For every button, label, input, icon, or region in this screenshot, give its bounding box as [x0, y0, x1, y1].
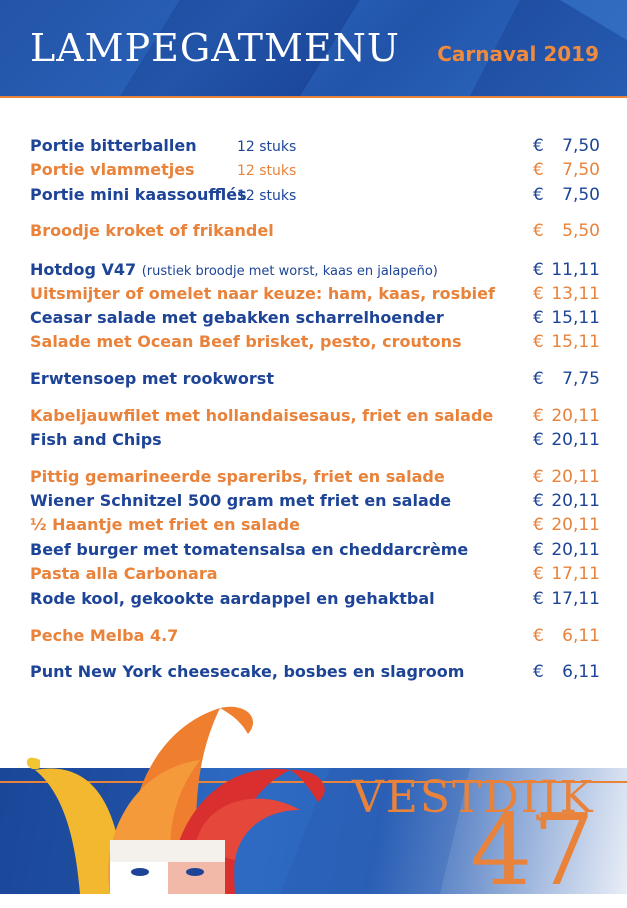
- menu-item: [30, 660, 600, 684]
- menu-item-name: Rode kool, gekookte aardappel en gehaktbal: [30, 589, 435, 608]
- jester-hat-icon: [0, 690, 360, 894]
- menu-item-price: 20,11: [551, 515, 600, 535]
- menu-item-price: 17,11: [551, 589, 600, 609]
- menu-item-price: 15,11: [551, 332, 600, 352]
- menu-item-name: Portie vlammetjes: [30, 160, 195, 179]
- menu-item-price: 20,11: [551, 540, 600, 560]
- menu-item-name: Fish and Chips: [30, 430, 162, 449]
- menu-item: [30, 367, 600, 391]
- menu-item: [30, 465, 600, 489]
- menu-item-price: 15,11: [551, 308, 600, 328]
- menu-item-price: 7,50: [562, 160, 600, 180]
- menu-item-price: 5,50: [562, 221, 600, 241]
- currency-symbol: €: [533, 369, 544, 389]
- menu-item-name: Erwtensoep met rookworst: [30, 369, 274, 388]
- currency-symbol: €: [533, 540, 544, 560]
- menu-item: [30, 404, 600, 428]
- menu-item-price: 6,11: [562, 662, 600, 682]
- menu-item-name: Portie mini kaassoufflés: [30, 185, 247, 204]
- menu-item-name: Uitsmijter of omelet naar keuze: ham, kaas, rosbief: [30, 284, 495, 303]
- currency-symbol: €: [533, 430, 544, 450]
- currency-symbol: €: [533, 221, 544, 241]
- menu-item-price: 7,50: [562, 185, 600, 205]
- menu-item-quantity: 12 stuks: [237, 139, 297, 155]
- menu-item-price: 20,11: [551, 406, 600, 426]
- menu-item: [30, 587, 600, 611]
- menu-item-price: 20,11: [551, 430, 600, 450]
- menu-item: [30, 562, 600, 586]
- header-divider: [0, 96, 627, 98]
- currency-symbol: €: [533, 564, 544, 584]
- currency-symbol: €: [533, 284, 544, 304]
- menu-item-price: 17,11: [551, 564, 600, 584]
- menu-item-name: Peche Melba 4.7: [30, 626, 179, 645]
- menu-item: [30, 183, 600, 207]
- menu-item-note: (rustiek broodje met worst, kaas en jalapeño): [141, 264, 438, 279]
- currency-symbol: €: [533, 406, 544, 426]
- currency-symbol: €: [533, 185, 544, 205]
- currency-symbol: €: [533, 467, 544, 487]
- menu-item-price: 7,50: [562, 136, 600, 156]
- page-title: LAMPEGATMENU: [30, 26, 400, 70]
- menu-item: [30, 282, 600, 306]
- currency-symbol: €: [533, 515, 544, 535]
- menu-item-price: 11,11: [551, 260, 600, 280]
- menu-item: [30, 258, 600, 282]
- menu-item-name: Beef burger met tomatensalsa en cheddarcrème: [30, 540, 469, 559]
- menu-item-price: 20,11: [551, 467, 600, 487]
- menu-item-title: Hotdog V47: [30, 260, 137, 279]
- menu-item-quantity: 12 stuks: [237, 188, 297, 204]
- menu-item-price: 13,11: [551, 284, 600, 304]
- menu-item-price: 20,11: [551, 491, 600, 511]
- brand-number: 47: [470, 794, 595, 908]
- currency-symbol: €: [533, 626, 544, 646]
- menu-item-name: Kabeljauwfilet met hollandaisesaus, friet en salade: [30, 406, 494, 425]
- menu-item-name: [30, 258, 438, 284]
- currency-symbol: €: [533, 491, 544, 511]
- currency-symbol: €: [533, 662, 544, 682]
- page-subtitle: Carnaval 2019: [437, 42, 599, 66]
- currency-symbol: €: [533, 260, 544, 280]
- currency-symbol: €: [533, 589, 544, 609]
- menu-item: [30, 428, 600, 452]
- menu-item: [30, 513, 600, 537]
- menu-item: [30, 134, 600, 158]
- menu-item-name: Pasta alla Carbonara: [30, 564, 218, 583]
- menu-item-price: 6,11: [562, 626, 600, 646]
- menu-item: [30, 306, 600, 330]
- menu-item-price: 7,75: [562, 369, 600, 389]
- menu-item-name: Punt New York cheesecake, bosbes en slagroom: [30, 662, 465, 681]
- menu-item: [30, 158, 600, 182]
- menu-item-name: Pittig gemarineerde spareribs, friet en salade: [30, 467, 445, 486]
- brand-name: VESTDIJK: [352, 772, 595, 823]
- header-banner: [0, 0, 627, 96]
- menu-item: [30, 219, 600, 243]
- menu-item: [30, 624, 600, 648]
- currency-symbol: €: [533, 308, 544, 328]
- menu-item-name: Ceasar salade met gebakken scharrelhoender: [30, 308, 444, 327]
- menu-item: [30, 330, 600, 354]
- menu-item-name: Portie bitterballen: [30, 136, 197, 155]
- menu-item-name: Wiener Schnitzel 500 gram met friet en salade: [30, 491, 452, 510]
- menu-item-quantity: 12 stuks: [237, 163, 297, 179]
- menu-item-name: Salade met Ocean Beef brisket, pesto, croutons: [30, 332, 462, 351]
- currency-symbol: €: [533, 332, 544, 352]
- currency-symbol: €: [533, 160, 544, 180]
- currency-symbol: €: [533, 136, 544, 156]
- menu-item: [30, 538, 600, 562]
- menu-item: [30, 489, 600, 513]
- menu-item-name: ½ Haantje met friet en salade: [30, 515, 300, 534]
- menu-item-name: Broodje kroket of frikandel: [30, 221, 274, 240]
